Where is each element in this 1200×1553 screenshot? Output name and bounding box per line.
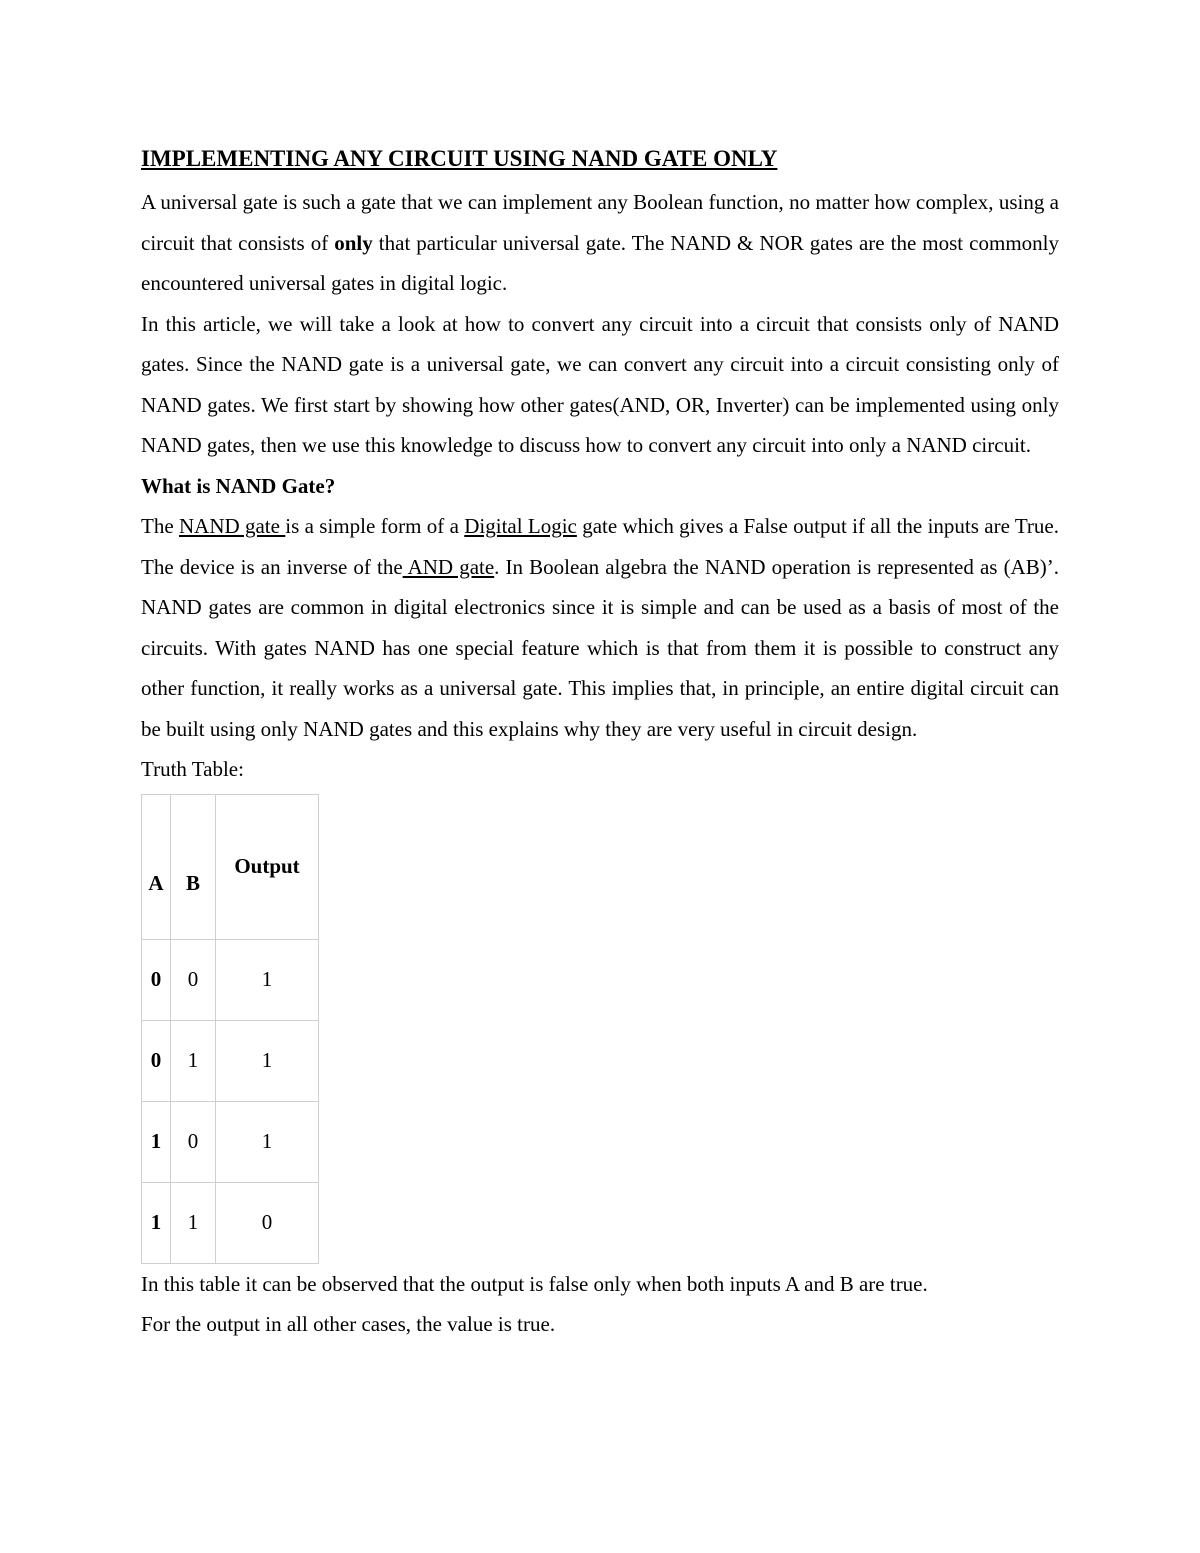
- document-page: [141, 140, 1059, 1345]
- document-title: IMPLEMENTING ANY CIRCUIT USING NAND GATE ONLY: [141, 146, 778, 171]
- intro-paragraph: [141, 182, 1059, 304]
- table-row: [142, 939, 319, 1020]
- cell-a: 0: [142, 939, 171, 1020]
- and-gate-link[interactable]: AND gate: [402, 554, 495, 579]
- nand-gate-link[interactable]: NAND gate: [178, 514, 286, 538]
- cell-output: 0: [216, 1182, 319, 1263]
- conclusion-line-2: For the output in all other cases, the value is true.: [141, 1312, 556, 1336]
- truth-table: [141, 794, 319, 1264]
- nand-text-4: . In Boolean algebra the NAND operation is represented as (AB)’. NAND gates are common in digital electronics since it is simple and can be used as a basis of most of the circuits. With gates NAND has one special feature which is that from them it is possible to construct any other function, it really works as a universal gate. This implies that, in principle, an entire digital circuit can be built using only NAND gates and this explains why they are very useful in circuit design.: [141, 554, 1059, 741]
- cell-a: 0: [142, 1020, 171, 1101]
- intro-text-before: A universal gate is such a gate that we can implement any Boolean function, no matter how complex, using a circuit that consists of: [141, 190, 1059, 255]
- table-row: [142, 1020, 319, 1101]
- truth-table-label: Truth Table:: [141, 757, 244, 781]
- table-row: [142, 1101, 319, 1182]
- header-b: B: [171, 794, 216, 939]
- intro-text-after: that particular universal gate. The NAND & NOR gates are the most commonly encountered universal gates in digital logic.: [141, 230, 1059, 295]
- digital-logic-link[interactable]: Digital Logic: [464, 514, 577, 538]
- header-a: A: [142, 794, 171, 939]
- cell-b: 1: [171, 1020, 216, 1101]
- cell-a: 1: [142, 1101, 171, 1182]
- cell-output: 1: [216, 939, 319, 1020]
- section-heading: What is NAND Gate?: [141, 473, 336, 498]
- nand-paragraph: [141, 506, 1059, 749]
- conclusion-line-1: In this table it can be observed that the output is false only when both inputs A and B are true.: [141, 1271, 928, 1296]
- cell-output: 1: [216, 1101, 319, 1182]
- nand-text-2: is a simple form of a: [285, 514, 465, 538]
- article-paragraph: In this article, we will take a look at how to convert any circuit into a circuit that consists only of NAND gates. Since the NAND gate is a universal gate, we can convert any circuit into a circuit consisting only of NAND gates. We first start by showing how other gates(AND, OR, Inverter) can be implemented using only NAND gates, then we use this knowledge to discuss how to convert any circuit into only a NAND circuit.: [141, 311, 1059, 457]
- header-output: Output: [216, 794, 319, 939]
- intro-text-bold: only: [334, 230, 373, 255]
- cell-b: 0: [171, 939, 216, 1020]
- cell-b: 0: [171, 1101, 216, 1182]
- nand-text-3: gate which gives a False output if all the inputs are True. The device is an inverse of the: [141, 514, 1059, 579]
- cell-b: 1: [171, 1182, 216, 1263]
- cell-output: 1: [216, 1020, 319, 1101]
- table-header-row: [142, 794, 319, 939]
- nand-text-1: The: [141, 514, 179, 538]
- cell-a: 1: [142, 1182, 171, 1263]
- table-row: [142, 1182, 319, 1263]
